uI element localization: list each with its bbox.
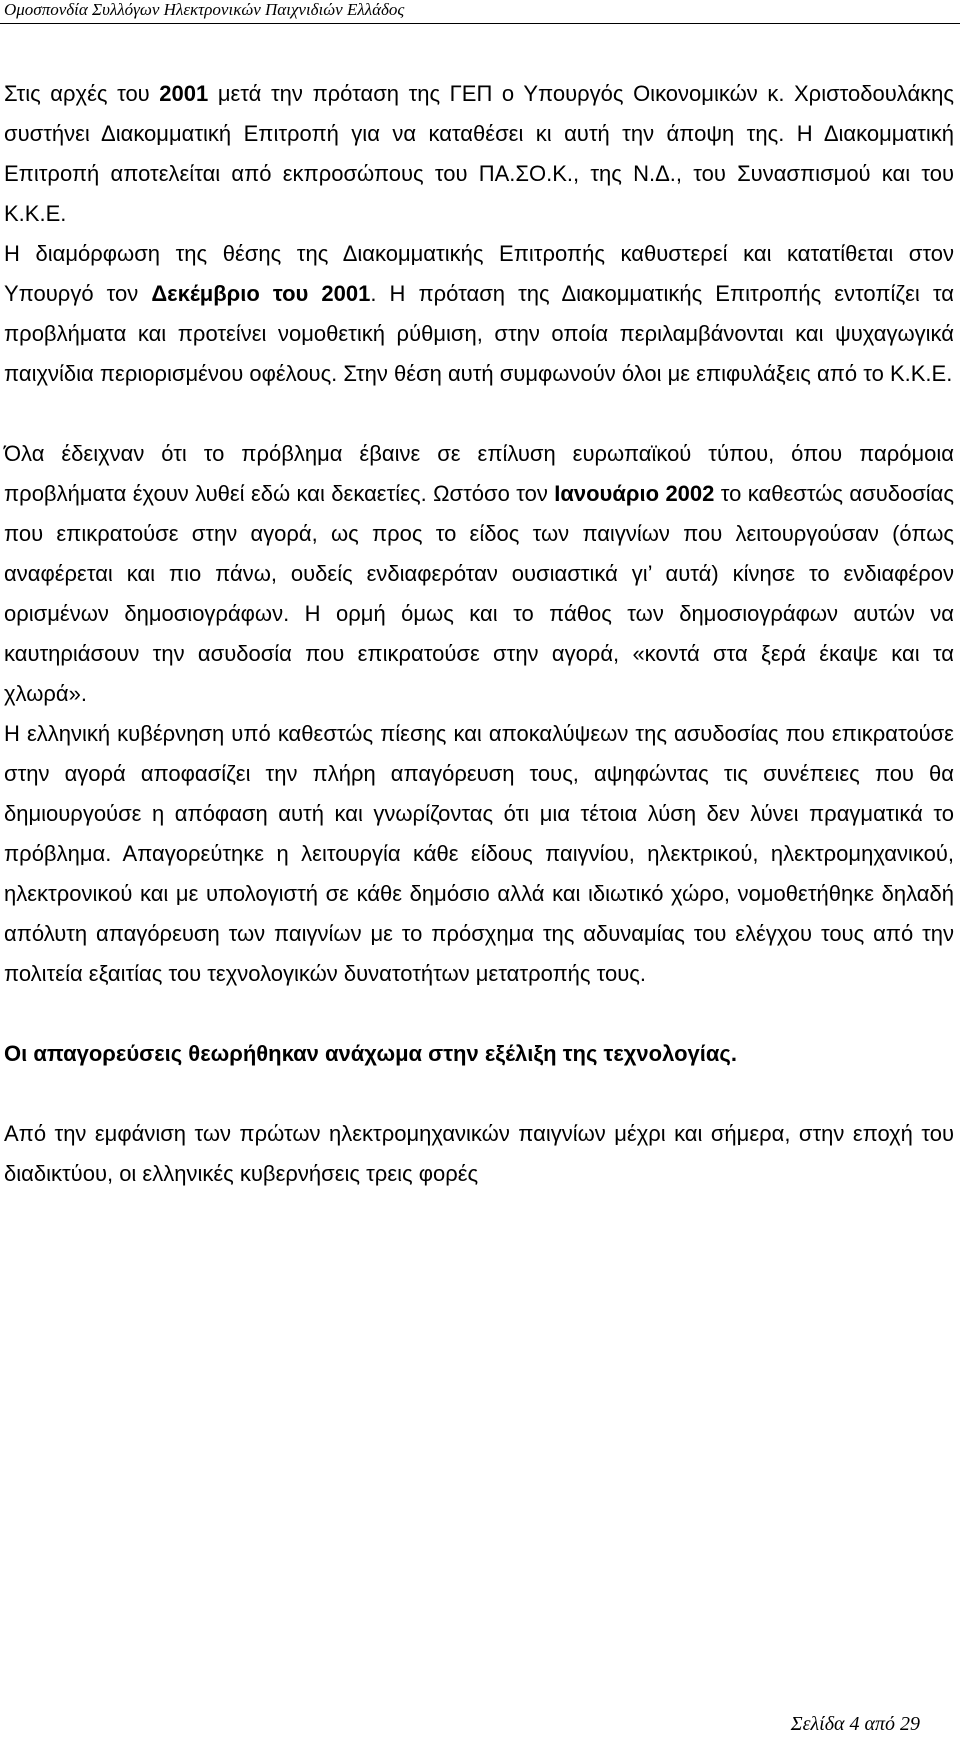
paragraph-3-text-a: Όλα έδειχναν ότι το πρόβλημα έβαινε σε επίλυση ευρωπαϊκού τύπου, όπου παρόμοια προβλήματα έχουν λυθεί εδώ και δεκαετίες. Ωστόσο τον bbox=[4, 441, 954, 506]
paragraph-3-bold: Ιανουάριο 2002 bbox=[554, 481, 715, 506]
paragraph-gap bbox=[4, 394, 954, 434]
paragraph-1-text-b: μετά την πρόταση της ΓΕΠ ο Υπουργός Οικονομικών κ. Χριστοδουλάκης συστήνει Διακομματική Επιτροπή για να καταθέσει κι αυτή την άποψη της. Η Διακομματική Επιτροπή αποτελείται από εκπροσώπους του ΠΑ.ΣΟ.Κ., της Ν.Δ., του Συνασπισμού και του Κ.Κ.Ε. bbox=[4, 81, 955, 226]
document-body bbox=[4, 74, 954, 1194]
paragraph-2-bold: Δεκέμβριο του 2001 bbox=[151, 281, 371, 306]
paragraph-5: Από την εμφάνιση των πρώτων ηλεκτρομηχανικών παιγνίων μέχρι και σήμερα, στην εποχή του διαδικτύου, οι ελληνικές κυβερνήσεις τρεις φορές bbox=[4, 1121, 954, 1186]
paragraph-2-text-b: . Η πρόταση της Διακομματικής Επιτροπής εντοπίζει τα προβλήματα και προτείνει νομοθετική ρύθμιση, στην οποία περιλαμβάνονται και ψυχαγωγικά παιχνίδια περιορισμένου οφέλους. Στην θέση αυτή συμφωνούν όλοι με επιφυλάξεις από το Κ.Κ.Ε. bbox=[4, 281, 954, 386]
paragraph-3-text-b: το καθεστώς ασυδοσίας που επικρατούσε στην αγορά, ως προς το είδος των παιγνίων που λειτουργούσαν (όπως αναφέρεται και πιο πάνω, ουδείς ενδιαφερόταν ουσιαστικά γι’ αυτά) κίνησε το ενδιαφέρον ορισμένων δημοσιογράφων. Η ορμή όμως και το πάθος των δημοσιογράφων αυτών να καυτηριάσουν την ασυδοσία που επικρατούσε στην αγορά, «κοντά στα ξερά έκαψε και τα χλωρά». bbox=[4, 481, 954, 706]
paragraph-gap bbox=[4, 994, 954, 1034]
document-header bbox=[4, 0, 954, 20]
paragraph-gap bbox=[4, 1074, 954, 1114]
section-heading: Οι απαγορεύσεις θεωρήθηκαν ανάχωμα στην εξέλιξη της τεχνολογίας. bbox=[4, 1041, 737, 1066]
paragraph-2-text-a: Η διαμόρφωση της θέσης της Διακομματικής Επιτροπής καθυστερεί και κατατίθεται στον Υπουργό τον bbox=[4, 241, 954, 306]
paragraph-2 bbox=[4, 234, 954, 394]
paragraph-1-bold: 2001 bbox=[159, 81, 209, 106]
paragraph-3 bbox=[4, 434, 954, 714]
paragraph-1 bbox=[4, 74, 954, 234]
paragraph-4: Η ελληνική κυβέρνηση υπό καθεστώς πίεσης και αποκαλύψεων της ασυδοσίας που επικρατούσε στην αγορά αποφασίζει την πλήρη απαγόρευση τους, αψηφώντας τις συνέπειες που θα δημιουργούσε η απόφαση αυτή και γνωρίζοντας ότι μια τέτοια λύση δεν λύνει πραγματικά το πρόβλημα. Απαγορεύτηκε η λειτουργία κάθε είδους παιγνίου, ηλεκτρικού, ηλεκτρομηχανικού, ηλεκτρονικού και με υπολογιστή σε κάθε δημόσιο αλλά και ιδιωτικό χώρο, νομοθετήθηκε δηλαδή απόλυτη απαγόρευση των παιγνίων με το πρόσχημα της αδυναμίας του ελέγχου τους από την πολιτεία εξαιτίας του τεχνολογικών δυνατοτήτων μετατροπής τους. bbox=[4, 721, 954, 986]
paragraph-1-text-a: Στις αρχές του bbox=[4, 81, 160, 106]
header-title: Ομοσπονδία Συλλόγων Ηλεκτρονικών Παιχνιδιών Ελλάδος bbox=[4, 0, 405, 19]
header-divider bbox=[0, 23, 960, 24]
page-number: Σελίδα 4 από 29 bbox=[790, 1713, 920, 1735]
